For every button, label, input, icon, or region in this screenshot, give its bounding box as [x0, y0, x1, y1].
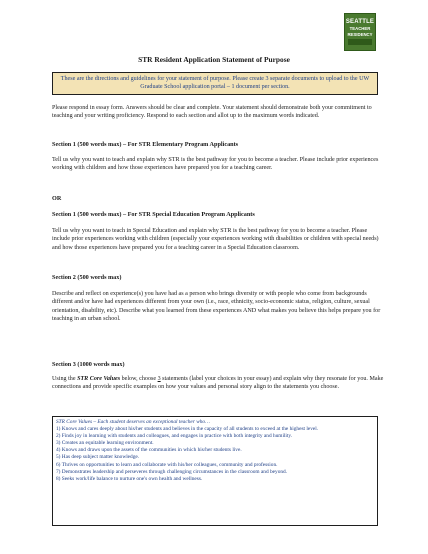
core-value-item: 5) Has deep subject matter knowledge.	[56, 454, 140, 461]
core-value-item: 4) Knows and draws upon the assets of the communities in which his/her students live.	[56, 447, 242, 454]
directions-callout: These are the directions and guidelines for your statement of purpose. Please create 3 separate documents to upload to the UW Graduate School application portal – 1 document per section.	[52, 72, 378, 95]
section-3-core-values-term: STR Core Values	[77, 376, 121, 382]
section-1-special-ed-body: Tell us why you want to teach in Special Education and explain why STR is the best pathway for you to become a teacher. Please include prior experiences working with children (especially your experiences working with disabilities or children with special needs) and how those experiences have prepared you for a teaching career in a Special Education classroom.	[52, 228, 379, 251]
section-3-text-post: statements (label your choices in your essay) and explain why they resonate for you. Make connections and provide specific examples on how your values and personal story align to the statements you choose.	[52, 376, 384, 391]
section-2-body: Describe and reflect on experience(s) you have had as a person who brings diversity or with people who come from backgrounds different and/or have had experiences different from your own (i.e., race, ethnicity, socio-economic status, religion, culture, sexual orientation, disability, etc). Describe what you learned from these experiences AND what makes you believe this helps prepare you for teaching in an urban school.	[52, 291, 381, 323]
core-values-heading: STR Core Values – Each student deserves an exceptional teacher who…	[56, 419, 210, 425]
page-title: STR Resident Application Statement of Purpose	[138, 55, 290, 64]
logo-line-3: RESIDENCY	[347, 31, 373, 37]
core-value-item: 1) Knows and cares deeply about his/her students and believes in the capacity of all students to exceed at the highest level.	[56, 426, 319, 433]
core-value-item: 3) Creates an equitable learning environment.	[56, 440, 154, 447]
intro-paragraph: Please respond in essay form. Answers should be clear and complete. Your statement should demonstrate both your commitment to teaching and your writing proficiency. Respond to each section and allot up to the maximum words indicated.	[52, 105, 372, 120]
section-3-number: 3	[157, 376, 161, 382]
core-value-item: 7) Demonstrates leadership and perseveres through challenging circumstances in the classroom and beyond.	[56, 468, 288, 475]
logo-bar	[348, 39, 372, 45]
section-3-body	[52, 375, 384, 392]
core-values-box	[52, 416, 378, 526]
core-value-item: 2) Finds joy in learning with students and colleagues, and engages in practice with both integrity and humility.	[56, 433, 293, 440]
core-value-item: 6) Thrives on opportunities to learn and collaborate with his/her colleagues, community and profession.	[56, 461, 278, 468]
section-2-heading: Section 2 (500 words max)	[52, 274, 122, 281]
core-value-item: 8) Seeks work/life balance to nurture one's own health and wellness.	[56, 475, 203, 482]
or-label: OR	[52, 195, 62, 202]
seattle-teacher-residency-logo	[344, 13, 376, 51]
section-1-elementary-heading: Section 1 (500 words max) – For STR Elementary Program Applicants	[52, 141, 239, 148]
section-1-elementary-body: Tell us why you want to teach and explain why STR is the best pathway for you to become a teacher. Please include prior experiences working with children and how those experiences have prepared you for a teaching career.	[52, 157, 379, 172]
section-1-special-ed-heading: Section 1 (500 words max) – For STR Special Education Program Applicants	[52, 211, 255, 218]
section-3-text-pre: Using the	[52, 376, 78, 382]
logo-line-2: TEACHER	[349, 26, 371, 32]
section-3-text-mid: below, choose	[120, 376, 158, 382]
logo-line-1: SEATTLE	[345, 19, 375, 26]
section-3-heading: Section 3 (1000 words max)	[52, 361, 125, 368]
